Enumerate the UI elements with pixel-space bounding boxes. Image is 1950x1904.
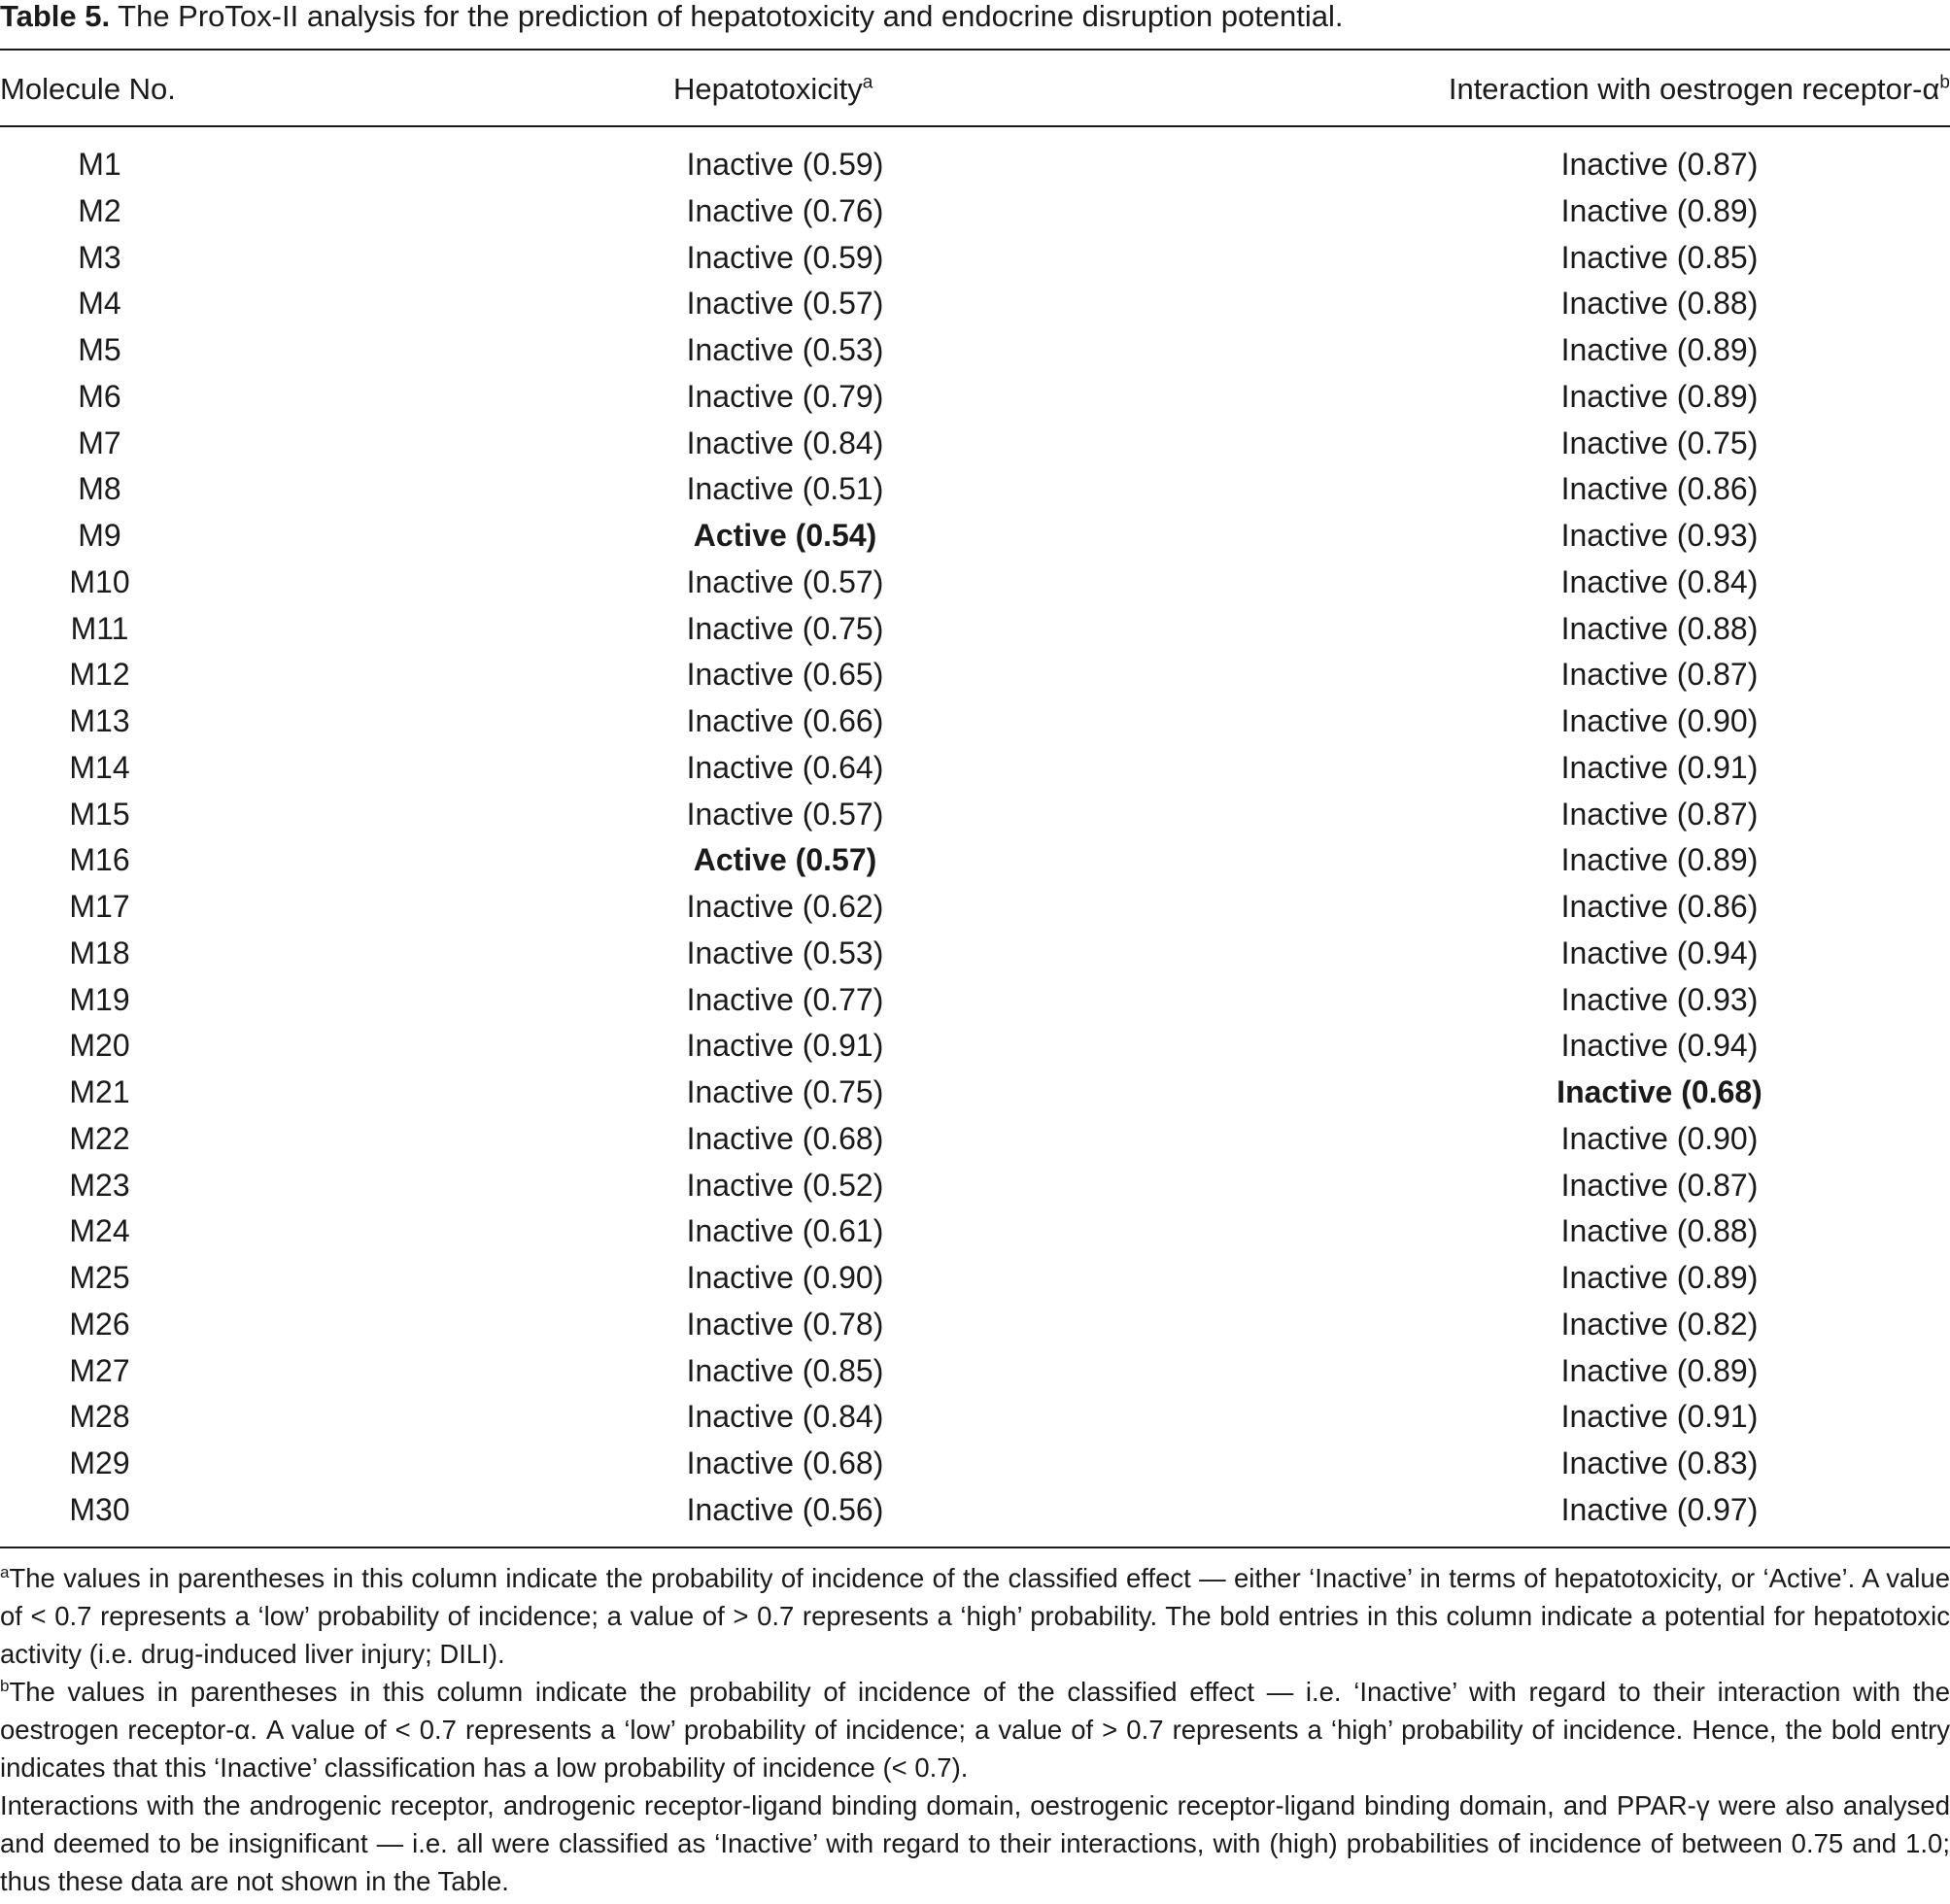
- hepatotoxicity-cell: Inactive (0.75): [686, 1074, 884, 1109]
- hepatotoxicity-cell: Inactive (0.56): [686, 1491, 884, 1527]
- table-row: [0, 652, 1950, 698]
- oestrogen-cell: Inactive (0.89): [1560, 1260, 1759, 1295]
- oestrogen-cell: Inactive (0.90): [1560, 703, 1759, 738]
- table-row: [0, 421, 1950, 467]
- hepatotoxicity-cell: Inactive (0.85): [686, 1352, 884, 1388]
- table-row: [0, 1394, 1950, 1441]
- molecule-cell: M24: [69, 1213, 130, 1249]
- table-row: [0, 606, 1950, 653]
- bottom-rule: [0, 1547, 1950, 1548]
- hepatotoxicity-cell: Inactive (0.65): [686, 657, 884, 693]
- table-row: [0, 884, 1950, 931]
- molecule-cell: M29: [69, 1445, 130, 1480]
- table-row: [0, 1023, 1950, 1070]
- table-footnotes: [0, 1559, 1950, 1900]
- oestrogen-cell: Inactive (0.88): [1560, 610, 1759, 646]
- oestrogen-cell: Inactive (0.86): [1560, 471, 1759, 507]
- top-rule: [0, 49, 1950, 51]
- molecule-cell: M23: [69, 1167, 130, 1203]
- header-oestrogen: [1449, 70, 1950, 109]
- table-row: [0, 698, 1950, 745]
- hepatotoxicity-cell: Inactive (0.79): [686, 378, 884, 414]
- table-row: [0, 560, 1950, 606]
- table-row: [0, 745, 1950, 792]
- molecule-cell: M26: [69, 1306, 130, 1342]
- table-row: [0, 188, 1950, 235]
- table-label: Table 5.: [0, 0, 111, 33]
- oestrogen-cell: Inactive (0.87): [1560, 147, 1759, 182]
- oestrogen-cell: Inactive (0.86): [1560, 889, 1759, 924]
- molecule-cell: M2: [78, 192, 121, 228]
- oestrogen-cell: Inactive (0.82): [1560, 1306, 1759, 1342]
- molecule-cell: M6: [78, 378, 121, 414]
- table-row: [0, 1255, 1950, 1302]
- molecule-cell: M15: [69, 796, 130, 832]
- hepatotoxicity-cell: Inactive (0.68): [686, 1445, 884, 1480]
- molecule-cell: M20: [69, 1028, 130, 1064]
- table-row: [0, 977, 1950, 1024]
- hepatotoxicity-cell: Inactive (0.64): [686, 749, 884, 785]
- table-title: The ProTox-II analysis for the prediction of hepatotoxicity and endocrine disruption potential.: [118, 0, 1344, 33]
- hepatotoxicity-cell: Inactive (0.77): [686, 981, 884, 1017]
- oestrogen-cell: Inactive (0.84): [1560, 563, 1759, 599]
- oestrogen-cell: Inactive (0.89): [1560, 192, 1759, 228]
- footnote-b-mark: b: [0, 1676, 10, 1695]
- hepatotoxicity-cell: Inactive (0.59): [686, 239, 884, 275]
- table-row: [0, 235, 1950, 282]
- molecule-cell: M27: [69, 1352, 130, 1388]
- molecule-cell: M14: [69, 749, 130, 785]
- table-row: [0, 1163, 1950, 1209]
- header-hepatotoxicity-label: Hepatotoxicity: [673, 72, 863, 106]
- hepatotoxicity-cell: Inactive (0.90): [686, 1260, 884, 1295]
- oestrogen-cell: Inactive (0.89): [1560, 332, 1759, 367]
- molecule-cell: M8: [78, 471, 121, 507]
- molecule-cell: M3: [78, 239, 121, 275]
- hepatotoxicity-cell: Inactive (0.53): [686, 935, 884, 970]
- footnote-general: Interactions with the androgenic receptor, androgenic receptor-ligand binding domain, oestrogenic receptor-ligand binding domain, and PPAR-γ were also analysed and deemed to be insignificant — i.e. all were classified as ‘Inactive’ with regard to their interactions, with (high) probabilities of incidence of between 0.75 and 1.0; thus these data are not shown in the Table.: [0, 1790, 1950, 1896]
- oestrogen-cell: Inactive (0.83): [1560, 1445, 1759, 1480]
- molecule-cell: M19: [69, 981, 130, 1017]
- table-row: [0, 1487, 1950, 1534]
- hepatotoxicity-cell: Inactive (0.75): [686, 610, 884, 646]
- hepatotoxicity-cell: Inactive (0.84): [686, 1399, 884, 1435]
- table-row: [0, 1116, 1950, 1163]
- table-body: [0, 142, 1950, 1534]
- hepatotoxicity-cell: Inactive (0.84): [686, 425, 884, 460]
- table-row: [0, 466, 1950, 513]
- footnote-a: [0, 1559, 1950, 1673]
- oestrogen-cell: Inactive (0.91): [1560, 749, 1759, 785]
- table-row: [0, 931, 1950, 977]
- oestrogen-cell: Inactive (0.75): [1560, 425, 1759, 460]
- hepatotoxicity-cell: Inactive (0.57): [686, 796, 884, 832]
- oestrogen-cell: Inactive (0.87): [1560, 1167, 1759, 1203]
- header-hepatotoxicity: [673, 70, 872, 109]
- table-row: [0, 142, 1950, 188]
- table-row: [0, 1348, 1950, 1395]
- molecule-cell: M12: [69, 657, 130, 693]
- table-row: [0, 837, 1950, 884]
- molecule-cell: M28: [69, 1399, 130, 1435]
- oestrogen-cell: Inactive (0.87): [1560, 657, 1759, 693]
- hepatotoxicity-cell: Inactive (0.61): [686, 1213, 884, 1249]
- table-row: [0, 374, 1950, 421]
- oestrogen-cell: Inactive (0.87): [1560, 796, 1759, 832]
- table-row: [0, 327, 1950, 374]
- table-row: [0, 1208, 1950, 1255]
- oestrogen-cell: Inactive (0.91): [1560, 1399, 1759, 1435]
- molecule-cell: M21: [69, 1074, 130, 1109]
- oestrogen-cell: Inactive (0.89): [1560, 378, 1759, 414]
- hepatotoxicity-cell: Inactive (0.76): [686, 192, 884, 228]
- table-row: [0, 281, 1950, 327]
- oestrogen-cell: Inactive (0.88): [1560, 286, 1759, 322]
- hepatotoxicity-cell: Active (0.54): [693, 518, 877, 553]
- footnote-mark-b: b: [1939, 72, 1950, 93]
- oestrogen-cell: Inactive (0.94): [1560, 1028, 1759, 1064]
- oestrogen-cell: Inactive (0.93): [1560, 981, 1759, 1017]
- hepatotoxicity-cell: Inactive (0.62): [686, 889, 884, 924]
- hepatotoxicity-cell: Inactive (0.51): [686, 471, 884, 507]
- molecule-cell: M7: [78, 425, 121, 460]
- oestrogen-cell: Inactive (0.88): [1560, 1213, 1759, 1249]
- molecule-cell: M10: [69, 563, 130, 599]
- footnote-a-mark: a: [0, 1562, 10, 1581]
- header-oestrogen-label: Interaction with oestrogen receptor-α: [1448, 72, 1940, 106]
- oestrogen-cell: Inactive (0.94): [1560, 935, 1759, 970]
- molecule-cell: M16: [69, 842, 130, 878]
- hepatotoxicity-cell: Inactive (0.91): [686, 1028, 884, 1064]
- footnote-b-text: The values in parentheses in this column indicate the probability of incidence of the classified effect — i.e. ‘Inactive’ with regard to their interaction with the oestrogen receptor-α. A value of < 0.7 represents a ‘low’ probability of incidence; a value of > 0.7 represents a ‘high’ probability of incidence. Hence, the bold entry indicates that this ‘Inactive’ classification has a low probability of incidence (< 0.7).: [0, 1677, 1950, 1783]
- oestrogen-cell: Inactive (0.89): [1560, 842, 1759, 878]
- footnote-mark-a: a: [862, 72, 873, 93]
- hepatotoxicity-cell: Inactive (0.59): [686, 147, 884, 182]
- molecule-cell: M18: [69, 935, 130, 970]
- molecule-cell: M1: [78, 147, 121, 182]
- molecule-cell: M25: [69, 1260, 130, 1295]
- hepatotoxicity-cell: Inactive (0.52): [686, 1167, 884, 1203]
- oestrogen-cell: Inactive (0.97): [1560, 1491, 1759, 1527]
- molecule-cell: M11: [70, 610, 129, 646]
- hepatotoxicity-cell: Inactive (0.57): [686, 563, 884, 599]
- oestrogen-cell: Inactive (0.89): [1560, 1352, 1759, 1388]
- oestrogen-cell: Inactive (0.93): [1560, 518, 1759, 553]
- table-caption: [0, 0, 1950, 33]
- hepatotoxicity-cell: Inactive (0.78): [686, 1306, 884, 1342]
- table-row: [0, 1441, 1950, 1487]
- hepatotoxicity-cell: Inactive (0.57): [686, 286, 884, 322]
- footnote-b: [0, 1673, 1950, 1786]
- header-rule: [0, 125, 1950, 127]
- molecule-cell: M9: [78, 518, 121, 553]
- hepatotoxicity-cell: Active (0.57): [693, 842, 877, 878]
- header-molecule: Molecule No.: [0, 72, 176, 106]
- hepatotoxicity-cell: Inactive (0.53): [686, 332, 884, 367]
- hepatotoxicity-cell: Inactive (0.66): [686, 703, 884, 738]
- footnote-a-text: The values in parentheses in this column indicate the probability of incidence of the classified effect — either ‘Inactive’ in terms of hepatotoxicity, or ‘Active’. A value of < 0.7 represents a ‘low’ probability of incidence; a value of > 0.7 represents a ‘high’ probability. The bold entries in this column indicate a potential for hepatotoxic activity (i.e. drug-induced liver injury; DILI).: [0, 1563, 1950, 1669]
- molecule-cell: M30: [69, 1491, 130, 1527]
- molecule-cell: M13: [69, 703, 130, 738]
- molecule-cell: M4: [78, 286, 121, 322]
- oestrogen-cell: Inactive (0.85): [1560, 239, 1759, 275]
- oestrogen-cell: Inactive (0.68): [1557, 1074, 1762, 1109]
- table-row: [0, 1070, 1950, 1116]
- table-row: [0, 513, 1950, 560]
- molecule-cell: M22: [69, 1120, 130, 1156]
- table-row: [0, 792, 1950, 838]
- table-row: [0, 1302, 1950, 1348]
- molecule-cell: M5: [78, 332, 121, 367]
- molecule-cell: M17: [69, 889, 130, 924]
- oestrogen-cell: Inactive (0.90): [1560, 1120, 1759, 1156]
- hepatotoxicity-cell: Inactive (0.68): [686, 1120, 884, 1156]
